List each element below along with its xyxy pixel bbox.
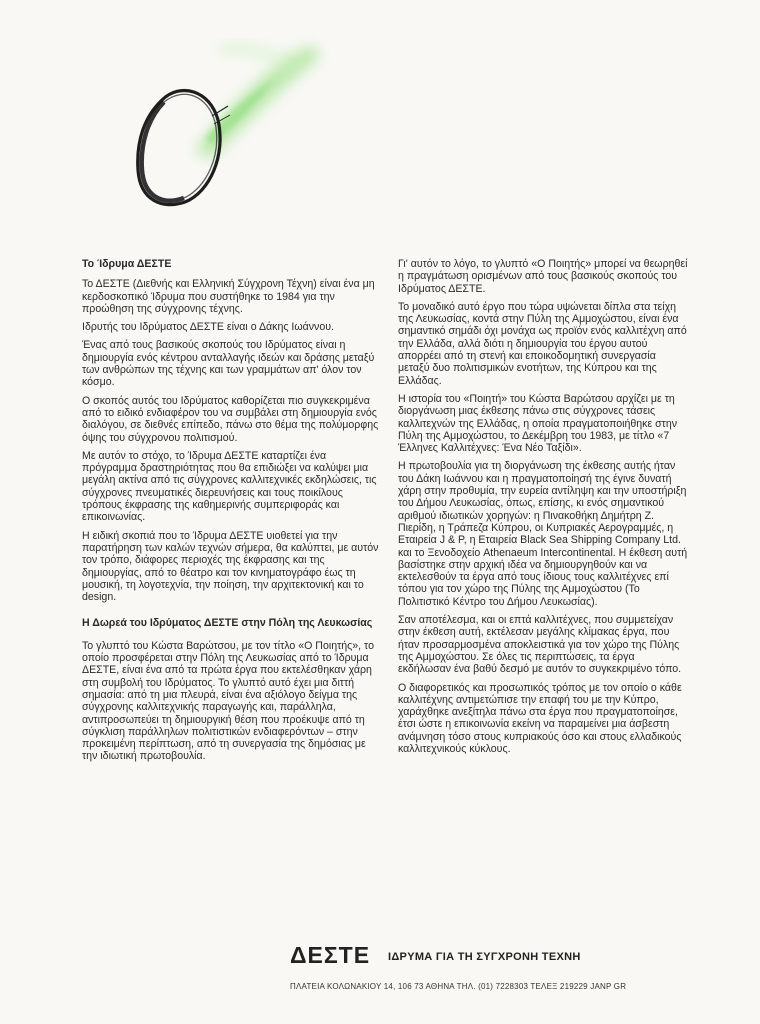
paragraph: Η ιστορία του «Ποιητή» του Κώστα Βαρώτσου αρχίζει με τη διοργάνωση μιας έκθεσης πάνω στις σύγχρονες τάσεις καλλιτεχνών της Ελλάδας, η οποία πραγματοποιήθηκε στην Πύλη της Αμμοχώστου, το Δεκέμβρη του 1983, με τίτλο «7 Έλληνες Καλλιτέχνες: Ένα Νέο Ταξίδι».: [398, 392, 678, 455]
section-heading: Η Δωρεά του Ιδρύματος ΔΕΣΤΕ στην Πόλη της Λευκωσίας: [82, 617, 373, 630]
paragraph: Σαν αποτέλεσμα, και οι επτά καλλιτέχνες, που συμμετείχαν στην έκθεση αυτή, εκτέλεσαν μεγάλης κλίμακας έργα, που ήταν προσαρμοσμένα αποκλειστικά για τον χώρο της Πύλης της Αμμοχώστου. Σε όλες τις περιπτώσεις, τα έργα εκδήλωσαν ένα βαθύ δεσμό με αυτόν το συγκεκριμένο τόπο.: [398, 614, 682, 676]
footer-address: ΠΛΑΤΕΙΑ ΚΟΛΩΝΑΚΙΟΥ 14, 106 73 ΑΘΗΝΑ ΤΗΛ. (01) 7228303 ΤΕΛΕΞ 219229 JANP GR: [290, 982, 627, 991]
paragraph: Γι' αυτόν το λόγο, το γλυπτό «Ο Ποιητής» μπορεί να θεωρηθεί η πραγμάτωση ορισμένων από τους βασικούς σκοπούς του Ιδρύματος ΔΕΣΤΕ.: [398, 258, 688, 295]
paragraph: Ιδρυτής του Ιδρύματος ΔΕΣΤΕ είναι ο Δάκης Ιωάννου.: [82, 321, 334, 334]
brand-name: ΔΕΣΤΕ: [290, 942, 371, 968]
left-column: [82, 258, 380, 769]
oval-sketch: [138, 90, 230, 204]
paragraph: Με αυτόν το στόχο, το Ίδρυμα ΔΕΣΤΕ καταρτίζει ένα πρόγραμμα δραστηριότητας που θα επιδιώξει να καλύψει μια μεγάλη ακτίνα από τις σύγχρονες καλλιτεχνικές εκδηλώσεις, τις σύγχρονες πνευματικές διερευνήσεις και τους ποικίλους τρόπους έκφρασης της καθημερινής συμπεριφοράς και επικοινωνίας.: [82, 449, 377, 524]
paragraph: Ένας από τους βασικούς σκοπούς του Ιδρύματος είναι η δημιουργία ενός κέντρου ανταλλαγής ιδεών και δράσης μεταξύ των ανθρώπων της τέχνης και των γραμμάτων απ' όλον τον κόσμο.: [82, 339, 375, 389]
section-heading: Το Ίδρυμα ΔΕΣΤΕ: [82, 258, 172, 270]
paragraph: Η πρωτοβουλία για τη διοργάνωση της έκθεσης αυτής ήταν του Δάκη Ιωάννου και η πραγματοποίησή της έγινε δυνατή χάρη στην προθυμία, την ευρεία αντίληψη και την υποστήριξη του Δήμου Λευκωσίας, όπως, επίσης, κι ενός σημαντικού αριθμού ιδιωτικών χορηγών: η Πινακοθήκη Δημήτρη Ζ. Πιερίδη, η Τράπεζα Κύπρου, οι Κυπριακές Αερογραμμές, η Εταιρεία J & P, η Εταιρεία Black Sea Shipping Company Ltd. και το Ξενοδοχείο Athenaeum Intercontinental. Η έκθεση αυτή βασίστηκε στην αρχική ιδέα να δημιουργηθούν και να εκτελεσθούν τα έργα από τους ίδιους τους καλλιτέχνες επί τόπου για τον χώρο της Πύλης της Αμμοχώστου (Το Πολιτιστικό Κέντρο του Δήμου Λευκωσίας).: [398, 460, 688, 608]
paragraph: Η ειδική σκοπιά που το Ίδρυμα ΔΕΣΤΕ υιοθετεί για την παρατήρηση των καλών τεχνών σήμερα, θα καλύπτει, με αυτόν τον τρόπο, διάφορες περιοχές της έκφρασης και της δημιουργίας, από το θέατρο και τον κινηματογράφο έως τη μουσική, τη λογοτεχνία, την ποίηση, την αρχιτεκτονική και το design.: [82, 529, 379, 604]
footer-brand: [290, 942, 710, 970]
paragraph: Το γλυπτό του Κώστα Βαρώτσου, με τον τίτλο «Ο Ποιητής», το οποίο προσφέρεται στην Πόλη της Λευκωσίας από το Ίδρυμα ΔΕΣΤΕ, είναι ένα από τα πρώτα έργα που εκτελέσθηκαν χάρη στη συμβολή του Ιδρύματος. Το γλυπτό αυτό έχει μια διττή σημασία: από τη μια πλευρά, είναι ένα αξιόλογο δείγμα της σύγχρονης καλλιτεχνικής παραγωγής και, παράλληλα, αντιπροσωπεύει τη δημιουργική θέση που προέκυψε από τη σύγκλιση παράλληλων πολιτιστικών ενδιαφερόντων – στην προκειμένη περίπτωση, από τη συνεργασία της δημόσιας με την ιδιωτική πρωτοβουλία.: [82, 639, 374, 763]
brand-tagline: ΙΔΡΥΜΑ ΓΙΑ ΤΗ ΣΥΓΧΡΟΝΗ ΤΕΧΝΗ: [388, 951, 581, 963]
paragraph: Ο σκοπός αυτός του Ιδρύματος καθορίζεται πιο συγκεκριμένα από το ειδικό ενδιαφέρον του να συμβάλει στη δημιουργία ενός διαλόγου, σε διεθνές επίπεδο, πάνω στο θέμα της πολύμορφης όψης του σύγχρονου πολιτισμού.: [82, 394, 379, 444]
sketch-illustration: [100, 20, 360, 230]
green-brush-stroke: [195, 47, 320, 160]
paragraph: Ο διαφορετικός και προσωπικός τρόπος με τον οποίο ο κάθε καλλιτέχνης αντιμετώπισε την επαφή του με την Κύπρο, χαράχθηκε ανεξίτηλα πάνω στα έργα που πραγματοποίησε, έτσι ώστε η επικοινωνία εκείνη να παραμείνει μια άσβεστη ανάμνηση τόσο στους κυπριακούς όσο και στους ελλαδικούς καλλιτεχνικούς κύκλους.: [398, 681, 682, 755]
paragraph: Το ΔΕΣΤΕ (Διεθνής και Ελληνική Σύγχρονη Τέχνη) είναι ένα μη κερδοσκοπικό Ίδρυμα που συστήθηκε το 1984 για την προώθηση της σύγχρονης τέχνης.: [82, 278, 375, 315]
paragraph: Το μοναδικό αυτό έργο που τώρα υψώνεται δίπλα στα τείχη της Λευκωσίας, κοντά στην Πύλη της Αμμοχώστου, είναι ένα σημαντικό σημάδι όχι μονάχα ως προϊόν ενός καλλιτέχνη από την Ελλάδα, αλλά διότι η δημιουργία του έργου αυτού απορρέει από τη στενή και εποικοδομητική συνεργασία μεταξύ δυο πολιτισμικών ενοτήτων, της Κύπρου και της Ελλάδας.: [398, 300, 687, 387]
right-column: [398, 258, 688, 761]
